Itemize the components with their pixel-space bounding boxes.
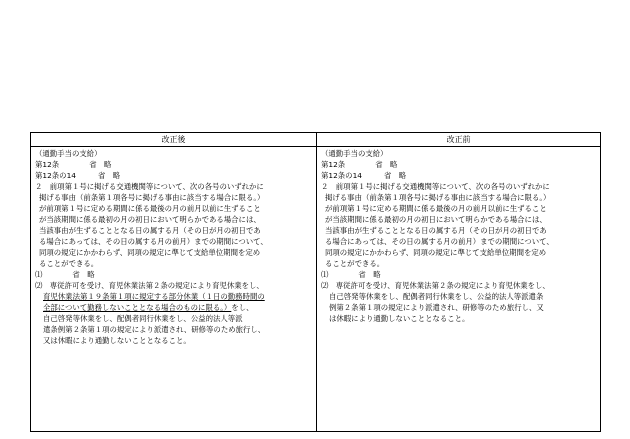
omitted-text: 省 略 xyxy=(375,160,398,169)
underlined-addition: 育児休業法第１９条第１項に規定する部分休業（１日の勤務時間の xyxy=(43,292,265,301)
item-2-line: 例第２条第１項の規定により派遣され、研修等のため旅行し、又 xyxy=(329,303,544,312)
article-label: 第12条 xyxy=(35,160,60,169)
item-2-line: 遣条例第２条第１項の規定により派遣され、研修等のため旅行し、 xyxy=(43,325,266,334)
para-line: る場合にあっては、その日の属する月の前月）までの期間について、 xyxy=(39,237,268,246)
item-number: ⑴ xyxy=(321,270,329,279)
comparison-table xyxy=(30,132,601,432)
para-line: ２ 前項第１号に掲げる交通機関等について、次の各号のいずれかに xyxy=(35,182,264,191)
omitted-text: 省 略 xyxy=(97,171,121,180)
omitted-text: 省 略 xyxy=(358,270,381,279)
omitted-text: 省 略 xyxy=(72,270,95,279)
item-2-line: 又は休暇により通勤しないこととなること。 xyxy=(43,336,191,345)
column-after xyxy=(31,147,317,432)
section-heading: （通勤手当の支給） xyxy=(35,149,102,158)
para-line: 当該事由が生ずることとなる日の属する月（その日が月の初日であ xyxy=(325,226,547,235)
omitted-text: 省 略 xyxy=(383,171,407,180)
header-row xyxy=(31,133,601,147)
item-2-line: 自己啓発等休業をし、配偶者同行休業をし、公益的法人等派 xyxy=(43,314,243,323)
para-line: 当該事由が生ずることとなる日の属する月（その日が月の初日であ xyxy=(39,226,261,235)
article-12-14 xyxy=(35,170,313,181)
para-line: が前項第１号に定める期間に係る最後の月の前月以前に生ずること xyxy=(325,204,547,213)
column-before xyxy=(317,147,601,432)
article-label: 第12条の14 xyxy=(35,171,76,180)
body-row xyxy=(31,147,601,432)
para-line: ることができる。 xyxy=(39,259,99,268)
item-2-line xyxy=(35,291,313,302)
article-12-14 xyxy=(321,170,597,181)
para-line: 掲げる事由（前条第１項各号に掲げる事由に該当する場合に限る。） xyxy=(39,193,265,202)
underlined-addition: 全部について勤務しないこととなる場合のものに限る。） xyxy=(43,303,232,312)
para-line: ２ 前項第１号に掲げる交通機関等について、次の各号のいずれかに xyxy=(321,182,550,191)
header-after: 改正後 xyxy=(31,133,317,147)
item-1 xyxy=(321,269,597,280)
article-12 xyxy=(321,159,597,170)
item-2-line: ⑵ 専従許可を受け、育児休業法第２条の規定により育児休業をし、 xyxy=(321,281,550,290)
para-line: が当該期間に係る最初の月の初日において明らかである場合には、 xyxy=(325,215,547,224)
item-2-line: ⑵ 専従許可を受け、育児休業法第２条の規定により育児休業をし、 xyxy=(35,281,264,290)
item-2-line xyxy=(35,302,313,313)
article-label: 第12条の14 xyxy=(321,171,362,180)
para-line: 同項の規定にかかわらず、同項の規定に準じて支給単位期間を定め xyxy=(325,248,547,257)
para-line: る場合にあっては、その日の属する月の前月）までの期間について、 xyxy=(325,237,554,246)
item-2-line: は休暇により通勤しないこととなること。 xyxy=(329,314,470,323)
section-heading: （通勤手当の支給） xyxy=(321,149,388,158)
omitted-text: 省 略 xyxy=(89,160,112,169)
para-line: が当該期間に係る最初の月の初日において明らかである場合には、 xyxy=(39,215,261,224)
item-number: ⑴ xyxy=(35,270,43,279)
article-12 xyxy=(35,159,313,170)
header-before: 改正前 xyxy=(317,133,601,147)
para-line: が前項第１号に定める期間に係る最後の月の前月以前に生ずること xyxy=(39,204,261,213)
item-2-line: 自己啓発等休業をし、配偶者同行休業をし、公益的法人等派遣条 xyxy=(329,292,544,301)
para-line: ることができる。 xyxy=(325,259,385,268)
item-1 xyxy=(35,269,313,280)
para-line: 同項の規定にかかわらず、同項の規定に準じて支給単位期間を定め xyxy=(39,248,261,257)
para-line: 掲げる事由（前条第１項各号に掲げる事由に該当する場合に限る。） xyxy=(325,193,551,202)
item-2-text: をし、 xyxy=(231,303,254,312)
article-label: 第12条 xyxy=(321,160,346,169)
